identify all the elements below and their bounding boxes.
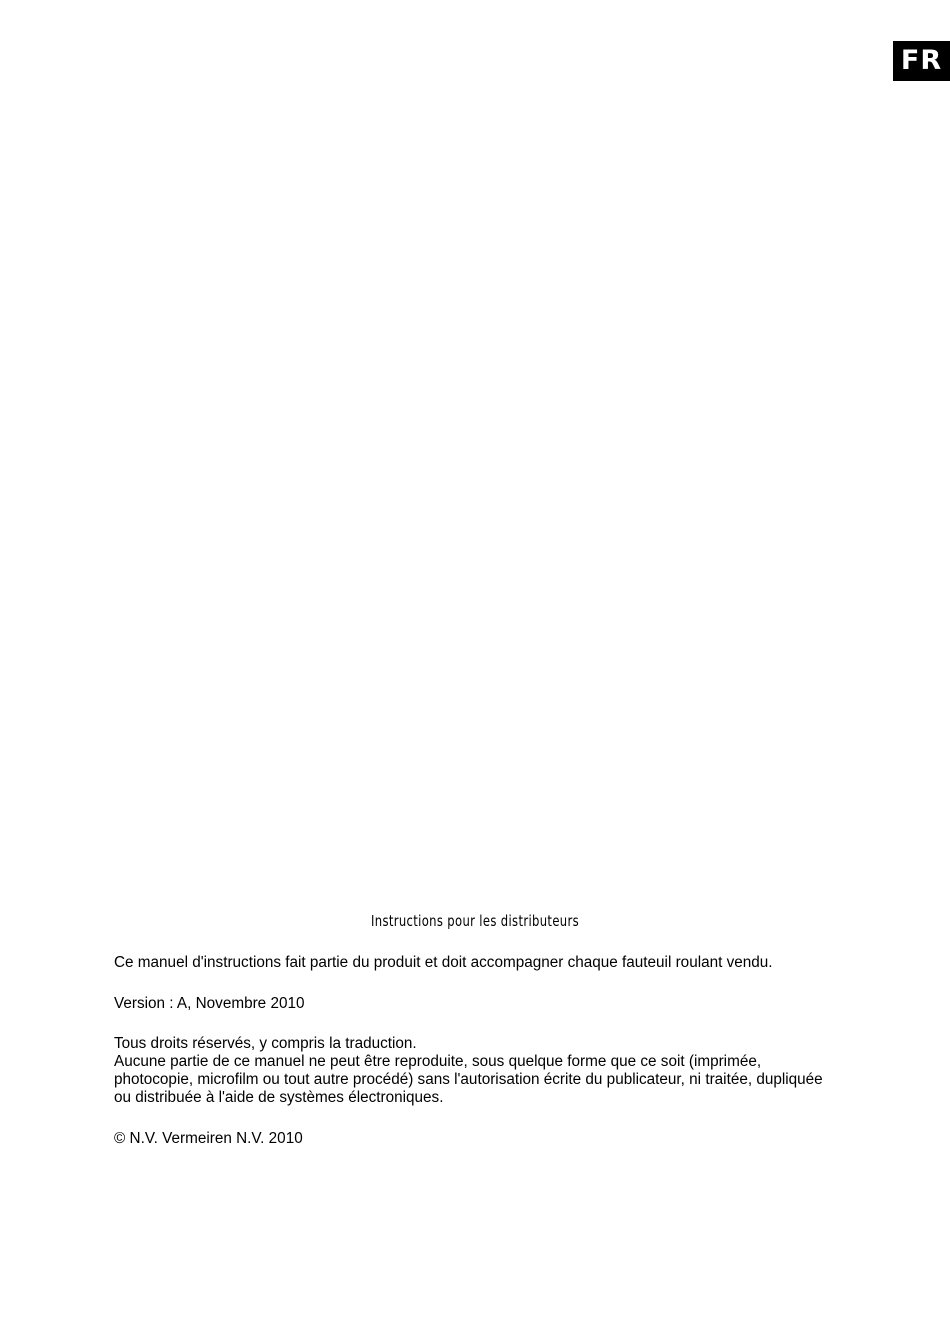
language-badge: FR [893,41,950,81]
page-heading: Instructions pour les distributeurs [370,912,580,930]
copyright-paragraph: © N.V. Vermeiren N.V. 2010 [114,1130,303,1147]
version-paragraph: Version : A, Novembre 2010 [114,995,305,1012]
restriction-paragraph: Aucune partie de ce manuel ne peut être reproduite, sous quelque forme que ce soit (imprimée, photocopie, microfilm ou tout autre procédé) sans l'autorisation écrite du publicateur, ni traitée, dupliquée ou distribuée à l'aide de systèmes électroniques. [114,1053,823,1106]
intro-paragraph: Ce manuel d'instructions fait partie du produit et doit accompagner chaque fauteuil roulant vendu. [114,954,773,971]
rights-paragraph: Tous droits réservés, y compris la traduction. [114,1035,417,1052]
